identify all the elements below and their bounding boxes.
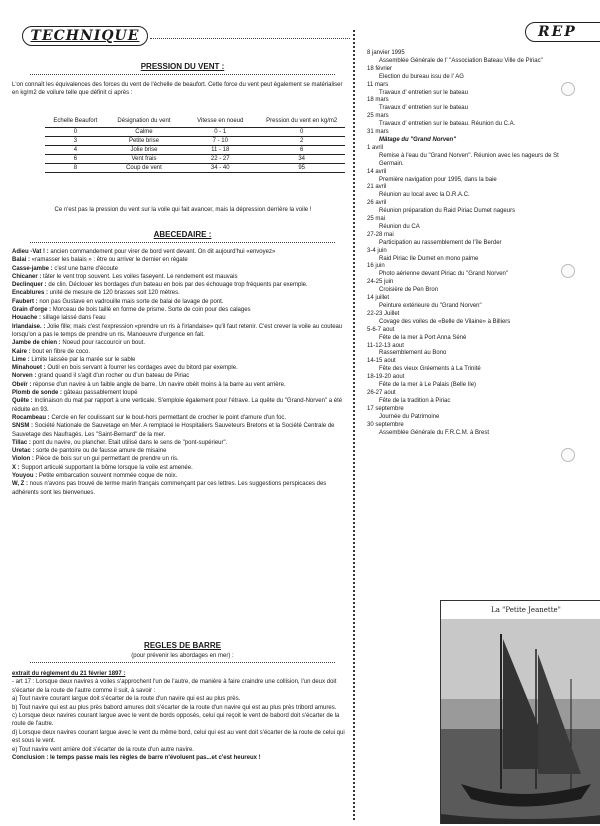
glossary-term: SNSM : [12,423,33,430]
list-item [365,129,585,145]
glossary-term: Irlandaise. : [12,323,46,330]
event-date: 25 mai [367,216,386,223]
list-item [12,381,347,389]
list-item [365,374,585,390]
event-date: 14 juillet [367,295,390,302]
list-item [12,447,347,455]
glossary-definition: unité de mesure de 120 brasses soit 120 mètres. [48,290,180,297]
dotted-rule [150,38,350,39]
table-cell: 8 [45,164,106,173]
glossary-term: Uretac : [12,448,35,455]
event-date: 16 juin [367,263,385,270]
col-header: Désignation du vent [106,118,182,128]
event-date: 21 avril [367,184,387,191]
event-date: 31 mars [367,129,389,136]
glossary-term: Quête : [12,398,33,405]
event-desc: Première navigation pour 1995, dans la baie [379,176,497,183]
event-date: 1 avril [367,144,384,151]
glossary-term: Plomb de sonde : [12,390,63,397]
glossary-term: W, Z : [12,481,28,488]
regles-title: REGLES DE BARRE [144,641,221,650]
list-item [12,273,347,281]
glossary-definition: c'est une barre d'écoute [52,265,119,272]
event-desc: Travaux d' entretien sur le bateau [379,89,468,96]
regles-line: e) Tout navire vent arrière doit s'écarter de la route d'un autre navire. [12,746,194,753]
table-cell: 22 - 27 [182,155,258,164]
event-desc: Participation au rassemblement de l'île Berder [379,239,502,246]
table-row [45,128,345,137]
list-item [365,184,585,200]
pression-title: PRESSION DU VENT : [140,62,225,71]
dotted-rule [30,74,335,75]
event-date: 27-28 mai [367,231,394,238]
event-desc: Réunion au local avec la D.R.A.C. [379,192,470,199]
event-desc: Croisière de Pen Bron [379,287,439,294]
event-date: 14-15 aout [367,358,396,365]
list-item [12,256,347,264]
list-item [365,422,585,438]
list-item [365,406,585,422]
event-date: 11 mars [367,81,389,88]
list-item [12,314,347,322]
table-row [45,164,345,173]
list-item [365,169,585,185]
event-desc: Travaux d' entretien sur le bateau [379,105,468,112]
event-date: 3-4 juin [367,247,387,254]
glossary-definition: non pas Gustave en vadrouille mais sorte de balai de lavage de pont. [37,298,224,305]
list-item [365,295,585,311]
event-list [365,50,585,437]
table-cell: 6 [45,155,106,164]
table-cell: 11 - 18 [182,146,258,155]
table-cell: 0 [45,128,106,137]
glossary-definition: Société Nationale de Sauvetage en Mer. A remplacé le Hospitaliers Sauveteurs Bretons et la Société Centrale de Sauvetage des Naufragés. Les "Saint-Bernard" de la mer. [12,423,335,438]
list-item [12,289,347,297]
event-date: 5-6-7 aout [367,326,395,333]
glossary-definition: Jolie fille; mais c'est l'expression «prendre un ris à l'irlandaise» qu'il faut retenir. C'est crever la voile au couteau lorsqu'on a pas le temps de prendre un ris. Manoeuvre d'urgence en fait. [12,323,343,338]
event-desc: Assemblée Générale du F.R.C.M. à Brest [379,429,490,436]
glossary-term: Houache : [12,315,42,322]
list-item [12,372,347,380]
table-cell: Jolie brise [106,146,182,155]
list-item [365,216,585,232]
section-banner-technique: TECHNIQUE [22,26,148,46]
event-date: 26 avril [367,200,387,207]
list-item [365,145,585,169]
list-item [365,343,585,359]
table-cell: 95 [258,164,345,173]
table-cell: 4 [45,146,106,155]
list-item [365,358,585,374]
event-desc: Rassemblement au Bono [379,350,447,357]
sailboat-illustration [441,619,600,824]
list-item [12,248,347,256]
event-desc: Raid Piriac Ile Dumet en mono palme [379,255,479,262]
glossary-term: Kaire : [12,348,31,355]
event-date: 22-23 Juillet [367,310,400,317]
event-desc: Assemblée Générale de l' "Association Bateau Ville de Piriac" [379,57,543,64]
glossary-term: Adieu -Vat ! : [12,249,49,255]
table-row [45,146,345,155]
abecedaire-list [12,248,347,497]
boat-photo [440,600,600,824]
event-desc: Réunion du CA [379,223,420,230]
list-item [12,306,347,314]
glossary-definition: pont du navire, ou plancher. Etait utilisé dans le sens de "pont-supérieur". [30,439,228,446]
wind-pressure-table [45,118,345,173]
event-desc: Fête de la mer à Port Anna Séné [379,334,467,341]
regles-line: a) Tout navire courant largue doit s'écarter de la route d'un navire qui est au plus près. [12,696,241,703]
list-item [12,464,347,472]
event-desc: Journée du Patrimoine [379,413,440,420]
list-item [365,248,585,264]
list-item [365,279,585,295]
table-cell: Vent frais [106,155,182,164]
glossary-term: Obeïr : [12,381,32,388]
event-desc: Mâtage du "Grand Norven" [379,136,457,143]
glossary-definition: Morceau de bois taillé en forme de prisme. Sorte de coin pour des calages [51,307,251,314]
glossary-definition: bout en fibre de coco. [30,348,91,355]
glossary-definition: Cercle en fer coulissant sur le bout-hors permettant de crocher le point d'amure d'un foc. [49,414,287,421]
glossary-term: Violon : [12,456,34,463]
glossary-term: Encablures : [12,290,49,297]
list-item [12,348,347,356]
regles-conclusion: Conclusion : le temps passe mais les règles de barre n'évoluent pas...et c'est heureux ! [12,755,261,762]
glossary-definition: gâteau passablement loupé [62,390,138,397]
right-column [365,8,600,824]
section-banner-repertoire: REP [525,22,600,42]
glossary-term: Balai : [12,257,31,264]
event-desc: Fête de la tradition à Piriac [379,397,451,404]
glossary-term: Rocambeau : [12,414,50,421]
glossary-definition: «ramasser les balais » : être ou arriver le dernier en régate [30,257,188,264]
event-desc: Réunion préparation du Raid Piriac Dumet nageurs [379,208,516,215]
list-item [12,298,347,306]
glossary-definition: réponse d'un navire à un faible angle de barre. Un navire obéit moins à la barre au vent arrière. [31,381,286,388]
table-header-row [45,118,345,128]
table-row [45,155,345,164]
list-item [12,339,347,347]
pression-note: Ce n'est pas la pression du vent sur la voile qui fait avancer, mais la dépression derrière la voile ! [54,207,312,213]
list-item [12,439,347,447]
regles-body [12,670,347,762]
glossary-definition: grand quand il s'agit d'un rocher ou d'un bateau de Piriac [36,373,190,380]
glossary-term: Lime : [12,356,30,363]
table-cell: 2 [258,137,345,146]
list-item [12,472,347,480]
glossary-definition: Noeud pour raccourcir un bout. [60,340,146,347]
table-cell: Petite brise [106,137,182,146]
dotted-rule [30,662,335,663]
table-cell: 34 - 40 [182,164,258,173]
glossary-term: Faubert : [12,298,38,305]
list-item [365,311,585,327]
list-item [365,200,585,216]
glossary-term: Declinquer : [12,282,47,289]
regles-line: extrait du règlement du 21 février 1897 : [12,671,126,677]
event-date: 17 septembre [367,405,404,412]
glossary-definition: Outil en bois servant à fourrer les cordages avec du bitord par exemple. [45,365,238,372]
event-date: 25 mars [367,113,389,120]
glossary-term: Tillac : [12,439,31,446]
list-item [12,389,347,397]
glossary-term: Jambe de chien : [12,340,61,347]
list-item [365,113,585,129]
glossary-term: Grain d'orge : [12,307,52,314]
table-cell: Calme [106,128,182,137]
event-date: 30 septembre [367,421,404,428]
col-header: Echelle Beaufort [45,118,106,128]
table-cell: 0 - 1 [182,128,258,137]
list-item [12,356,347,364]
event-date: 8 janvier 1995 [367,50,405,56]
event-date: 18 mars [367,97,389,104]
glossary-definition: Support articulé supportant la bôme lorsque la voile est amenée. [19,464,193,471]
punch-hole [561,448,575,462]
table-cell: 6 [258,146,345,155]
glossary-term: Norven : [12,373,37,380]
glossary-definition: Inclinaison du mat par rapport à une verticale. S'emploie également pour l'étrave. La quête du "Grand-Norven" a été réduite en 93. [12,398,343,413]
regles-line: - art 17 : Lorsque deux navires à voiles s'approchent l'un de l'autre, de manière à faire craindre une collision, l'un deux doit s'écarter de la route de l'autre comme il suit, à savoir : [12,679,337,694]
event-desc: Fête de la mer à Le Palais (Belle Ile) [379,382,477,389]
photo-caption: La "Petite Jeanette" [441,601,600,620]
glossary-term: Minahouet : [12,365,46,372]
list-item [365,327,585,343]
list-item [365,50,585,66]
list-item [12,397,347,414]
table-cell: Coup de vent [106,164,182,173]
abecedaire-title: ABECEDAIRE : [153,230,212,239]
glossary-definition: tâter le vent trop souvent. Les voiles faseyent. Le rendement est mauvais [41,273,238,280]
column-divider [353,30,361,820]
table-cell: 7 - 10 [182,137,258,146]
event-desc: Covage des voiles de «Belle de Vilaine» à Billiers [379,318,511,325]
list-item [365,263,585,279]
list-item [12,414,347,422]
list-item [12,281,347,289]
table-cell: 0 [258,128,345,137]
event-desc: Travaux d' entretien sur le bateau. Réunion du C.A. [379,121,516,128]
table-cell: 34 [258,155,345,164]
table-cell: 3 [45,137,106,146]
dotted-rule [30,242,335,243]
regles-line: b) Tout navire qui est au plus près babord amures doit s'écarter de la route d'un navire qui est au plus près tribord amures. [12,704,337,711]
glossary-term: X : [12,464,20,471]
event-date: 14 avril [367,168,387,175]
regles-line: d) Lorsque deux navires courant largue avec le vent du même bord, celui qui est au vent doit s'écarter de la route de celui qui est sous le vent. [12,729,345,745]
list-item [365,82,585,98]
event-desc: Photo aérienne devant Piriac du "Grand Norven" [379,271,509,278]
event-date: 18-19-20 aout [367,374,405,381]
col-header: Vitesse en noeud [182,118,258,128]
regles-line: c) Lorsque deux navires courant largue avec le vent de bords opposés, celui qui reçoit le vent de babord doit s'écarter de la route de l'autre. [12,713,340,728]
left-column [10,8,355,824]
list-item [12,364,347,372]
pression-intro: L'on connaît les équivalences des forces du vent de l'échelle de beaufort. Cette force du vent peut également se matérialiser en kg/m2 de voilure telle que définit ci après : [12,82,343,96]
list-item [365,97,585,113]
glossary-term: Casse-jambe : [12,265,53,272]
glossary-definition: Pièce de bois sur un gui permettant de prendre un ris. [33,456,179,463]
list-item [12,323,347,340]
col-header: Pression du vent en kg/m2 [258,118,345,128]
event-desc: Peinture extérieure du "Grand Norven" [379,303,482,309]
event-desc: Remise à l'eau du "Grand Norven". Réunion avec les nageurs de St Germain. [379,152,559,167]
list-item [12,480,347,497]
list-item [12,455,347,463]
glossary-term: Chicaner : [12,273,42,280]
glossary-term: Youyou : [12,473,38,480]
glossary-definition: ancien commandement pour virer de bord vent devant. On dit aujourd'hui «envoyez» [48,249,276,255]
glossary-definition: sillage laissé dans l'eau [41,315,106,322]
glossary-definition: nous n'avons pas trouvé de terme marin français commençant par ces lettres. Les suggestions perspicaces des adhérents sont les bienvenues. [12,481,327,496]
glossary-definition: sorte de pantoire ou de fausse amure de misaine [34,448,167,455]
list-item [12,265,347,273]
event-date: 24-25 juin [367,279,394,286]
glossary-definition: Limite laissée par la marée sur le sable [29,356,136,363]
list-item [12,422,347,439]
event-desc: Election du bureau issu de l' AG [379,73,464,80]
event-date: 18 février [367,65,393,72]
event-date: 11-12-13 aout [367,342,404,349]
list-item [365,232,585,248]
table-row [45,137,345,146]
event-desc: Fête des vieux Gréements à La Trinité [379,366,481,373]
regles-subtitle: (pour prévenir les abordages en mer) : [131,653,234,659]
list-item [365,390,585,406]
list-item [365,66,585,82]
glossary-definition: Petite embarcation souvent nommée coque de noix. [37,473,178,480]
event-date: 26-27 aout [367,389,396,396]
glossary-definition: de clin. Déclouer les bordages d'un bateau en bois par des échouage trop fréquents par exemple. [46,282,308,289]
